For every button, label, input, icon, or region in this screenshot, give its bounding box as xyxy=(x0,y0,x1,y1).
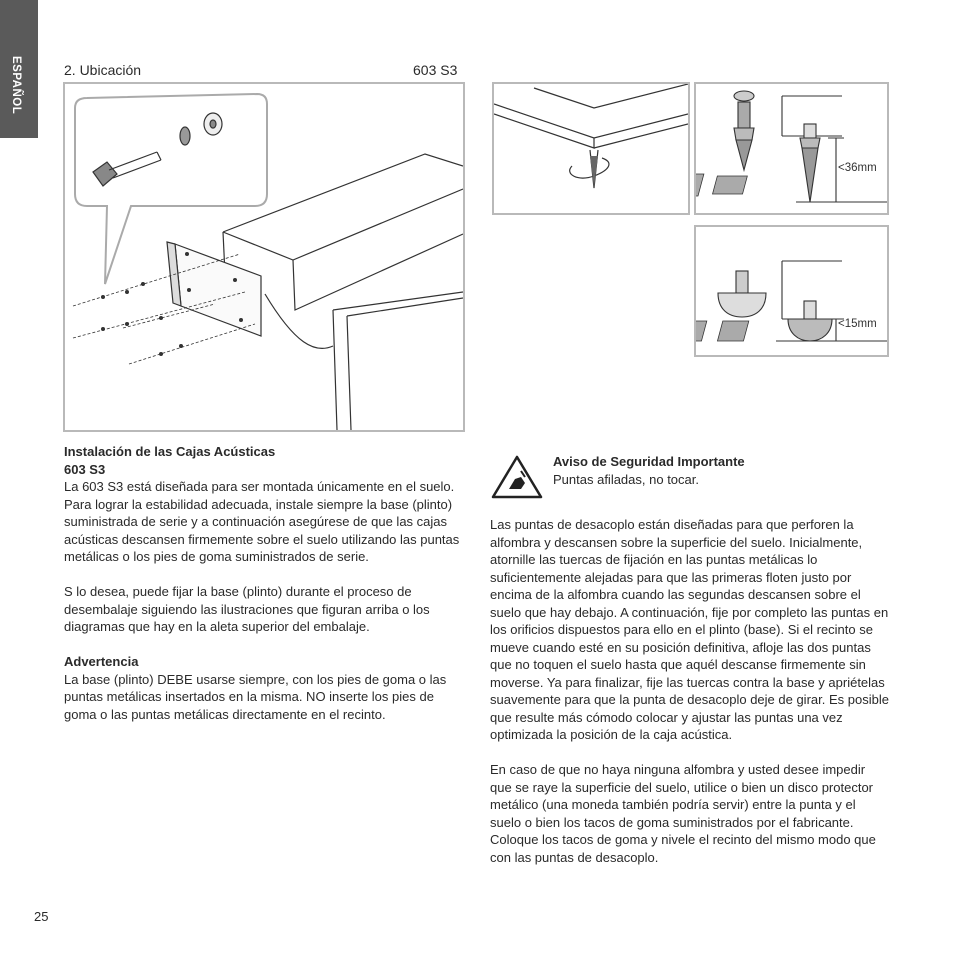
language-tab xyxy=(0,0,38,138)
safety-notice xyxy=(553,453,745,489)
safety-heading: Aviso de Seguridad Importante xyxy=(553,454,745,469)
installation-paragraph-1: La 603 S3 está diseñada para ser montada únicamente en el suelo. Para lograr la estabilidad adecuada, instale siempre la base (plinto) suministrada de serie y a continuación asegúrese de que las cajas acústicas descansen firmemente sobre el suelo utilizando las puntas metálicas o los pies de goma suministrados de serie. xyxy=(64,479,460,564)
model-name: 603 S3 xyxy=(413,62,458,78)
safety-text: Puntas afiladas, no tocar. xyxy=(553,472,699,487)
section-title: 2. Ubicación xyxy=(64,62,142,78)
spikes-paragraph-2: En caso de que no haya ninguna alfombra y usted desee impedir que se raye la superficie del suelo, utilice o bien un disco protector metálico (una moneda también podría servir) entre la punta y el suelo o bien los tacos de goma suministrados por el fabricante. Coloque los tacos de goma y nivele el recinto del mismo modo que con las puntas de desacoplo. xyxy=(490,762,876,865)
warning-text: La base (plinto) DEBE usarse siempre, con los pies de goma o las puntas metálicas insertados en la misma. NO inserte los pies de goma o las puntas metálicas directamente en el recinto. xyxy=(64,671,447,722)
spike-height-label: <36mm xyxy=(838,162,877,174)
sharp-points-warning-icon xyxy=(491,455,543,499)
installation-title: Instalación de las Cajas Acústicas xyxy=(64,444,276,459)
corner-spike-illustration xyxy=(492,82,690,215)
language-label: ESPAÑOL xyxy=(10,56,22,115)
warning-heading: Advertencia xyxy=(64,654,139,669)
rubber-foot-illustration xyxy=(694,225,889,357)
plinth-assembly-illustration xyxy=(63,82,465,432)
spikes-section xyxy=(490,516,890,866)
page-number: 25 xyxy=(34,909,49,924)
spike-detail-illustration xyxy=(694,82,889,215)
installation-model: 603 S3 xyxy=(64,461,106,477)
foot-height-label: <15mm xyxy=(838,318,877,330)
installation-paragraph-2: S lo desea, puede fijar la base (plinto) durante el proceso de desembalaje siguiendo las ilustraciones que figuran arriba o los diagramas que hay en la aleta superior del embalaje. xyxy=(64,584,430,634)
installation-section xyxy=(64,443,469,723)
spikes-paragraph-1: Las puntas de desacoplo están diseñadas para que perforen la alfombra y descansen sobre la superficie del suelo. Inicialmente, atornille las tuercas de fijación en las puntas metálicas lo suficientemente alejadas para que las primeras floten justo por encima de la alfombra cuando las segundas descansen sobre el suelo que hay debajo. A continuación, fije por completo las puntas en los orificios dispuestos para ello en el plinto (base). Si el recinto se mueve cuando esté en su posición definitiva, afloje las dos puntas que no toquen el suelo hasta que aquél descanse firmemente sin moverse. Ya para finalizar, fije las tuercas contra la base y apriételas suavemente para que la punta de desacoplo deje de girar. Es posible que resulte más cómodo colocar y ajustar las puntas una vez optimizada la posición de la caja acústica. xyxy=(490,517,889,742)
